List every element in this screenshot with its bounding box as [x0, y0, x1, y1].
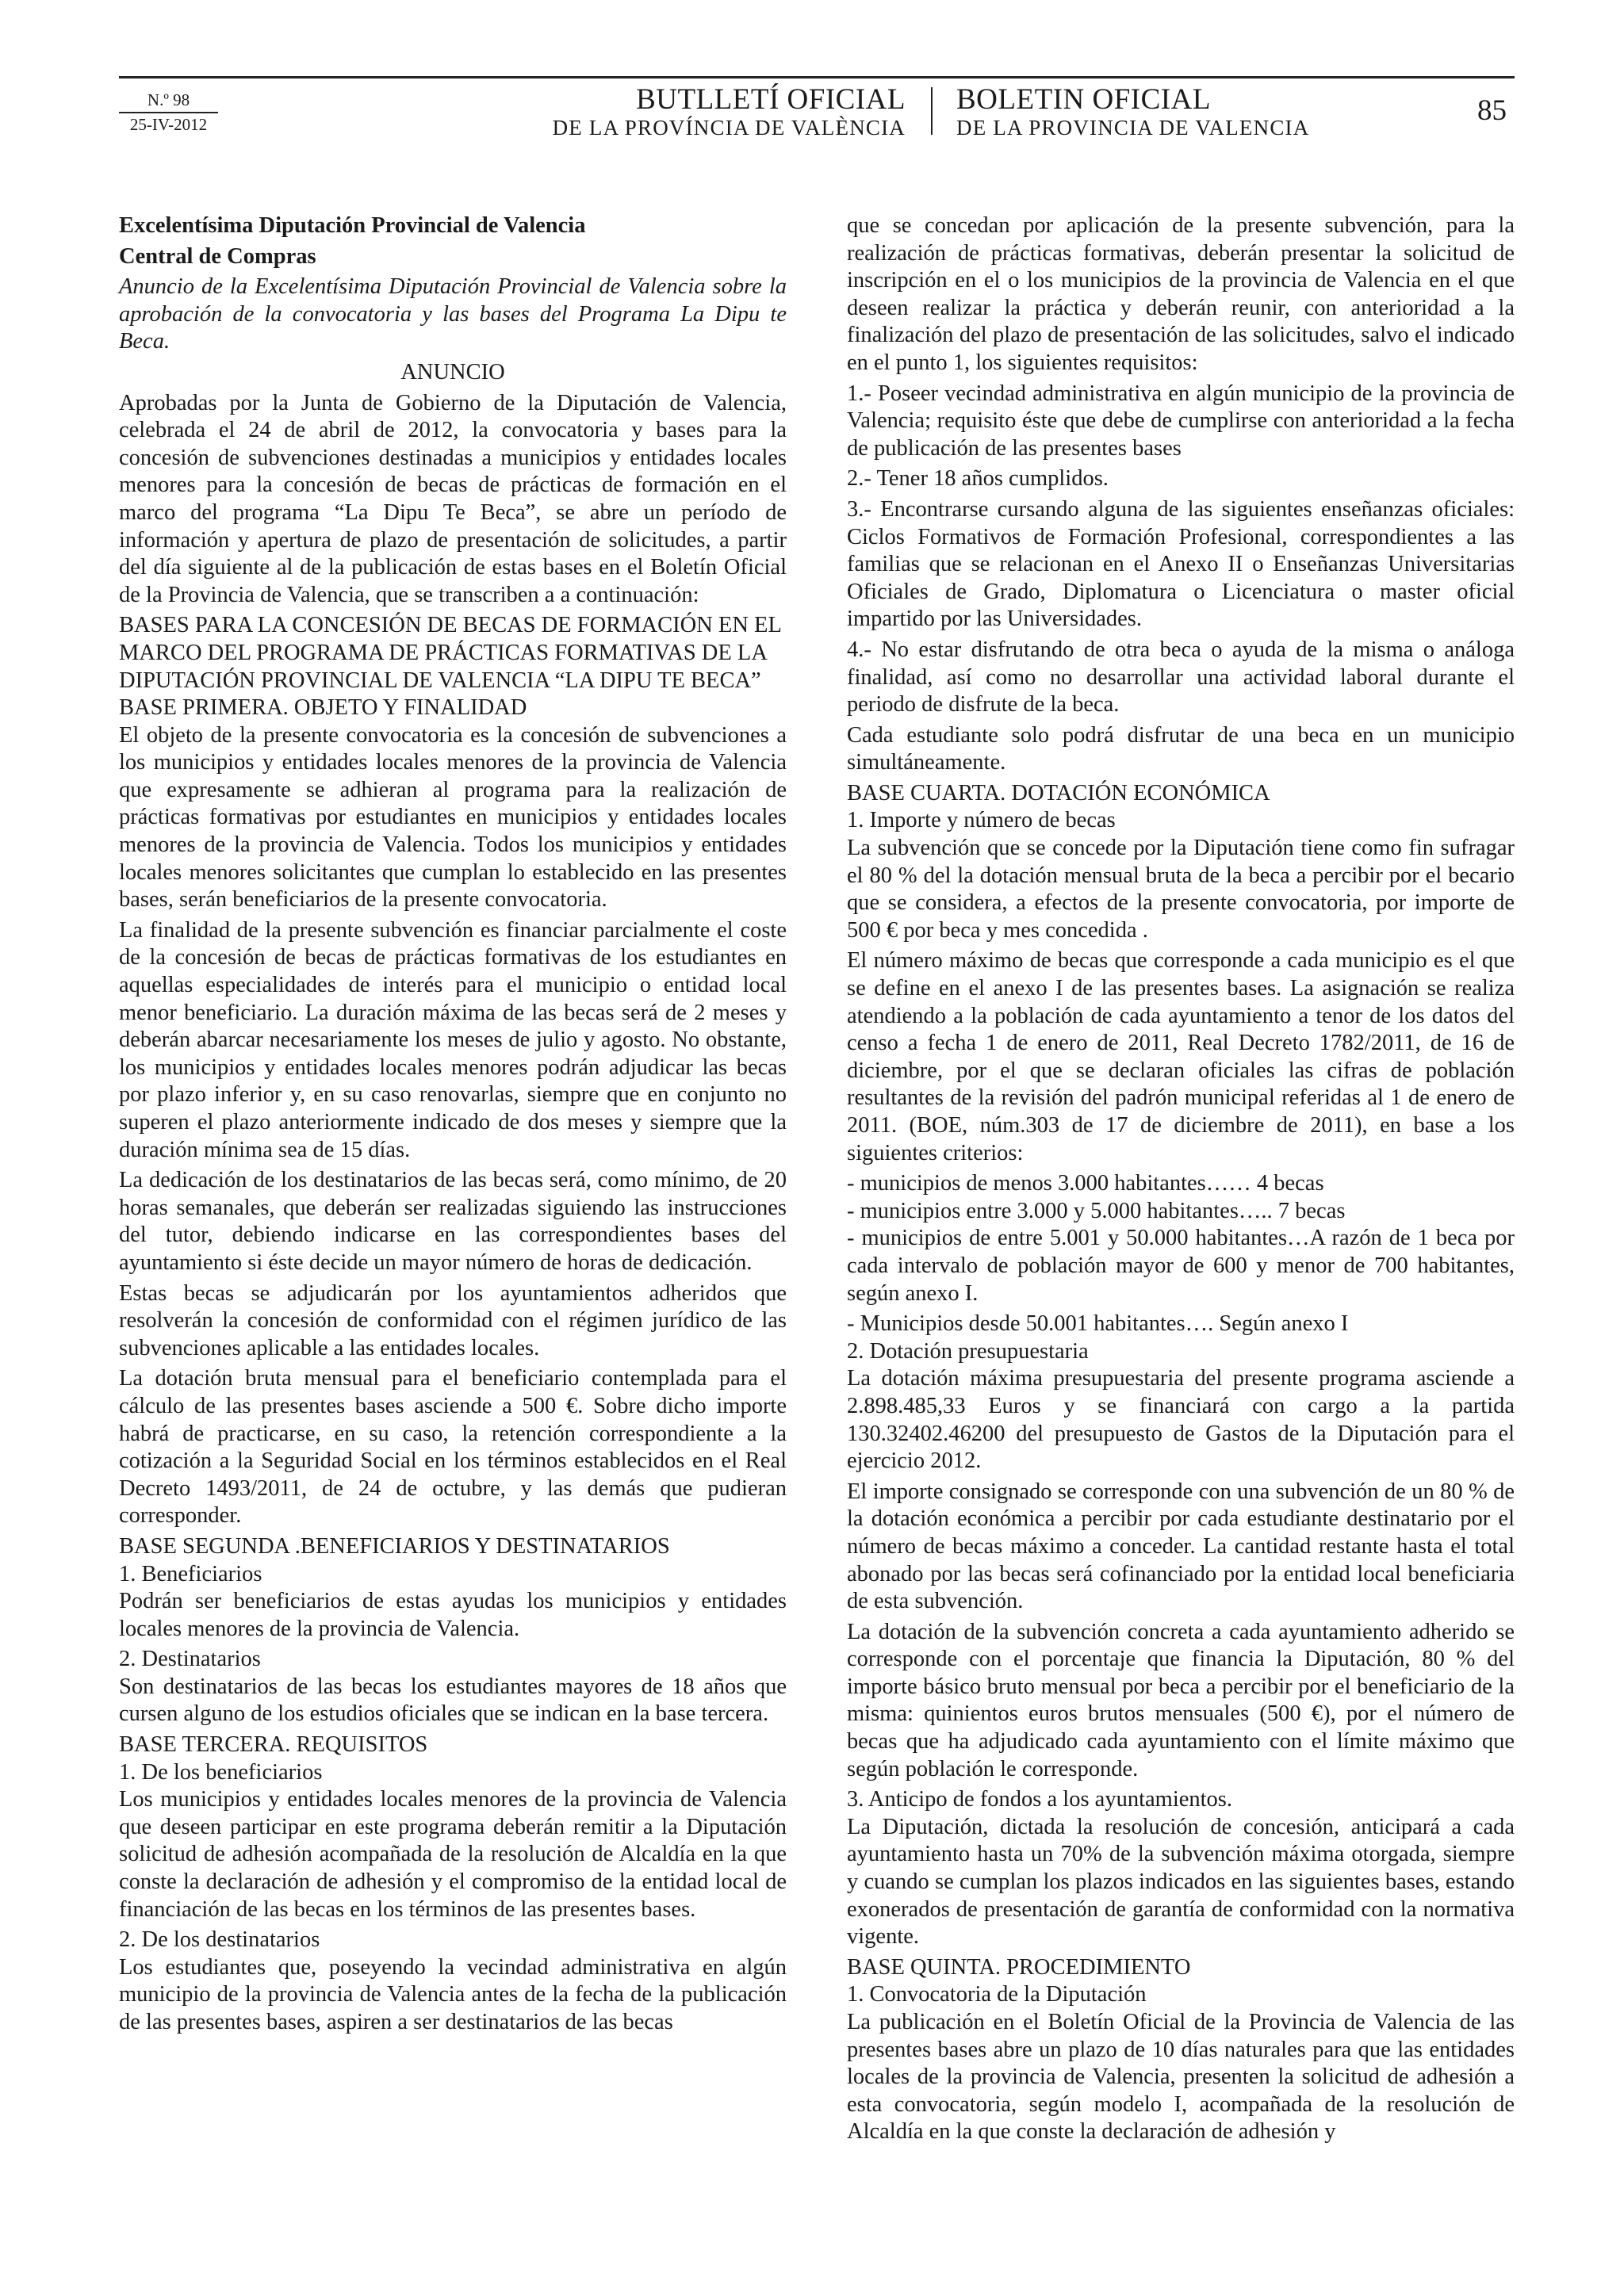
paragraph: 1.- Poseer vecindad administrativa en algún municipio de la provincia de Valencia; requisito éste que debe de cumplirse con anterioridad a la fecha de publicación de las presentes bases [847, 381, 1515, 461]
paragraph: La finalidad de la presente subvención es financiar parcialmente el coste de la concesión de becas de prácticas formativas de los estudiantes en aquellas especialidades de interés para el municipio o entidad local menor beneficiario. La duración máxima de las becas será de 2 meses y deberán abarcar necesariamente los meses de julio y agosto. No obstante, los municipios y entidades locales menores podrán adjudicar las becas por plazo inferior y, en su caso renovarlas, siempre que en conjunto no superen el plazo anteriormente indicado de dos meses y siempre que la duración mínima sea de 15 días. [119, 917, 787, 1162]
page-header [119, 76, 1515, 147]
left-column [119, 212, 787, 2040]
section-heading: 1. De los beneficiarios [119, 1759, 323, 1785]
paragraph: Aprobadas por la Junta de Gobierno de la Diputación de Valencia, celebrada el 24 de abril de 2012, la convocatoria y bases para la concesión de subvenciones destinadas a municipios y entidades locales menores para la concesión de becas de prácticas de formación en el marco del programa “La Dipu Te Beca”, se abre un período de información y apertura de plazo de presentación de solicitudes, a partir del día siguiente al de la publicación de estas bases en el Boletín Oficial de la Provincia de Valencia, que se transcriben a a continuación: [119, 390, 787, 607]
section-heading: - municipios entre 3.000 y 5.000 habitantes….. 7 becas [847, 1198, 1346, 1223]
section-heading: 2. De los destinatarios [119, 1927, 320, 1953]
title-spanish-main: BOLETIN OFICIAL [956, 83, 1211, 116]
paragraph: Cada estudiante solo podrá disfrutar de una beca en un municipio simultáneamente. [847, 722, 1515, 775]
issue-date: 25-IV-2012 [129, 115, 208, 134]
section-heading: 2. Destinatarios [119, 1647, 261, 1672]
section-heading: 1. Beneficiarios [119, 1561, 262, 1586]
section-heading: BASE PRIMERA. OBJETO Y FINALIDAD [119, 695, 527, 721]
paragraph: 3.- Encontrarse cursando alguna de las siguientes enseñanzas oficiales: Ciclos Formativos de Formación Profesional, correspondientes a las familias que se relacionan en el Anexo II o Enseñanzas Universitarias Oficiales de Grado, Diplomatura o Licenciatura o master oficial impartido por las Universidades. [847, 496, 1515, 632]
title-spanish [956, 84, 1400, 140]
title-valencian [436, 84, 906, 140]
paragraph: Los estudiantes que, poseyendo la vecindad administrativa en algún municipio de la provincia de Valencia antes de la fecha de la publicación de las presentes bases, aspiren a ser destinatarios de las becas [119, 1954, 787, 2034]
italic-summary: Anuncio de la Excelentísima Diputación Provincial de Valencia sobre la aprobación de la convocatoria y las bases del Programa La Dipu te Beca. [119, 274, 787, 354]
page-number: 85 [1477, 94, 1507, 127]
section-heading: BASE TERCERA. REQUISITOS [119, 1732, 428, 1758]
paragraph: El importe consignado se corresponde con una subvención de un 80 % de la dotación económica a percibir por cada estudiante destinatario por el número de becas máximo a conceder. La cantidad restante hasta el total abonado por las becas será cofinanciado por la entidad local beneficiaria de esta subvención. [847, 1479, 1515, 1614]
title-spanish-sub: DE LA PROVINCIA DE VALENCIA [956, 116, 1310, 140]
title-valencian-main: BUTLLETÍ OFICIAL [636, 83, 906, 116]
paragraph: La dotación de la subvención concreta a cada ayuntamiento adherido se corresponde con el porcentaje que financia la Diputación, 80 % del importe básico bruto mensual por beca a percibir por el beneficiario de la misma: quinientos euros brutos mensuales (500 €), por el número de becas que ha adjudicado cada ayuntamiento con el límite máximo que según población le corresponde. [847, 1619, 1515, 1781]
bold-heading: Excelentísima Diputación Provincial de Valencia [119, 213, 586, 238]
centered-heading: ANUNCIO [400, 359, 505, 385]
title-valencian-sub: DE LA PROVÍNCIA DE VALÈNCIA [552, 116, 906, 140]
title-divider [931, 87, 933, 135]
section-heading: 1. Importe y número de becas [847, 808, 1116, 833]
section-heading: BASE SEGUNDA .BENEFICIARIOS Y DESTINATARIOS [119, 1533, 670, 1559]
paragraph: El objeto de la presente convocatoria es la concesión de subvenciones a los municipios y entidades locales menores de la provincia de Valencia que expresamente se adhieran al programa para la realización de prácticas formativas por estudiantes en municipios y entidades locales menores de la provincia de Valencia. Todos los municipios y entidades locales menores solicitantes que cumplan lo establecido en las presentes bases, serán beneficiarios de la presente convocatoria. [119, 722, 787, 913]
issue-number: N.º 98 [119, 90, 218, 113]
section-heading: 2. Dotación presupuestaria [847, 1338, 1089, 1364]
section-heading: BASE CUARTA. DOTACIÓN ECONÓMICA [847, 780, 1270, 806]
paragraph: La dotación bruta mensual para el beneficiario contemplada para el cálculo de las presentes bases asciende a 500 €. Sobre dicho importe habrá de practicarse, en su caso, la retención correspondiente a la cotización a la Seguridad Social en los términos establecidos en el Real Decreto 1493/2011, de 24 de octubre, y las demás que pudieran corresponder. [119, 1366, 787, 1529]
section-heading: - Municipios desde 50.001 habitantes…. Según anexo I [847, 1311, 1349, 1337]
section-heading: BASES PARA LA CONCESIÓN DE BECAS DE FORMACIÓN EN EL MARCO DEL PROGRAMA DE PRÁCTICAS FORMATIVAS DE LA DIPUTACIÓN PROVINCIAL DE VALENCIA “LA DIPU TE BECA” [119, 613, 781, 693]
section-heading: 1. Convocatoria de la Diputación [847, 1982, 1147, 2007]
paragraph: Estas becas se adjudicarán por los ayuntamientos adheridos que resolverán la concesión de conformidad con el régimen jurídico de las subvenciones aplicable a las entidades locales. [119, 1280, 787, 1360]
paragraph: La publicación en el Boletín Oficial de la Provincia de Valencia de las presentes bases abre un plazo de 10 días naturales para que las entidades locales de la provincia de Valencia, presenten la solicitud de adhesión a esta convocatoria, según modelo I, acompañada de la resolución de Alcaldía en la que conste la declaración de adhesión y [847, 2010, 1515, 2145]
right-column [847, 212, 1515, 2149]
paragraph: 4.- No estar disfrutando de otra beca o ayuda de la misma o análoga finalidad, así como no desarrollar una actividad laboral durante el periodo de disfrute de la beca. [847, 637, 1515, 718]
header-rule [119, 76, 1515, 78]
section-heading: - municipios de menos 3.000 habitantes…… 4 becas [847, 1171, 1324, 1196]
issue-box [119, 90, 218, 135]
paragraph: Son destinatarios de las becas los estudiantes mayores de 18 años que cursen alguno de los estudios oficiales que se indican en la base tercera. [119, 1674, 787, 1727]
paragraph: 2.- Tener 18 años cumplidos. [847, 466, 1109, 492]
paragraph: Podrán ser beneficiarios de estas ayudas los municipios y entidades locales menores de la provincia de Valencia. [119, 1589, 787, 1641]
paragraph: La subvención que se concede por la Diputación tiene como fin sufragar el 80 % del la dotación mensual bruta de la beca a percibir por el becario que se considera, a efectos de la presente convocatoria, por importe de 500 € por beca y mes concedida . [847, 836, 1515, 943]
paragraph: Los municipios y entidades locales menores de la provincia de Valencia que deseen participar en este programa deberán remitir a la Diputación solicitud de adhesión acompañada de la resolución de Alcaldía en la que conste la declaración de adhesión y el compromiso de la entidad local de financiación de las becas en los términos de las presentes bases. [119, 1787, 787, 1922]
paragraph: - municipios de entre 5.001 y 50.000 habitantes…A razón de 1 beca por cada intervalo de población mayor de 600 y menor de 700 habitantes, según anexo I. [847, 1226, 1515, 1306]
paragraph: La dotación máxima presupuestaria del presente programa asciende a 2.898.485,33 Euros y se financiará con cargo a la partida 130.32402.46200 del presupuesto de Gastos de la Diputación para el ejercicio 2012. [847, 1366, 1515, 1474]
paragraph: La Diputación, dictada la resolución de concesión, anticipará a cada ayuntamiento hasta un 70% de la subvención máxima otorgada, siempre y cuando se cumplan los plazos indicados en las siguientes bases, estando exonerados de presentación de garantía de conformidad con la normativa vigente. [847, 1814, 1515, 1950]
paragraph: La dedicación de los destinatarios de las becas será, como mínimo, de 20 horas semanales, que deberán ser realizadas siguiendo las instrucciones del tutor, debiendo indicarse en las correspondientes bases del ayuntamiento si éste decide un mayor número de horas de dedicación. [119, 1168, 787, 1275]
section-heading: BASE QUINTA. PROCEDIMIENTO [847, 1954, 1191, 1980]
section-heading: 3. Anticipo de fondos a los ayuntamientos. [847, 1787, 1233, 1812]
bold-heading: Central de Compras [119, 243, 316, 269]
paragraph: que se concedan por aplicación de la presente subvención, para la realización de prácticas formativas, deberán presentar la solicitud de inscripción en el o los municipios de la provincia de Valencia en el que deseen realizar la práctica y deberán reunir, con anterioridad a la finalización del plazo de presentación de las solicitudes, salvo el indicado en el punto 1, los siguientes requisitos: [847, 213, 1515, 375]
paragraph: El número máximo de becas que corresponde a cada municipio es el que se define en el anexo I de las presentes bases. La asignación se realiza atendiendo a la población de cada ayuntamiento a tenor de los datos del censo a fecha 1 de enero de 2011, Real Decreto 1782/2011, de 16 de diciembre, por el que se declaran oficiales las cifras de población resultantes de la revisión del padrón municipal referidas al 1 de enero de 2011. (BOE, núm.303 de 17 de diciembre de 2011), en base a los siguientes criterios: [847, 948, 1515, 1165]
